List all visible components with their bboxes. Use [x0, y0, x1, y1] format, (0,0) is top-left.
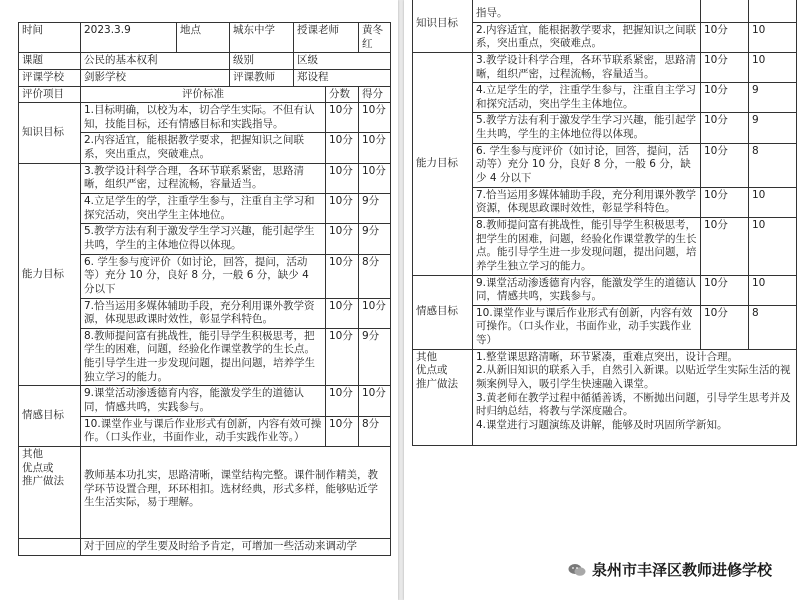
category-knowledge: 知识目标 — [413, 0, 473, 52]
points-cell: 10分 — [326, 298, 359, 328]
score-cell: 10分 — [359, 133, 391, 163]
place-label: 地点 — [177, 23, 230, 53]
teacher-value: 黄冬红 — [359, 23, 391, 53]
other-row — [19, 446, 391, 538]
score-cell: 8 — [749, 305, 797, 349]
points-cell: 10分 — [326, 328, 359, 386]
points-cell: 10分 — [701, 187, 749, 217]
criterion-text: 2.内容适宜，能根据教学要求，把握知识之间联系，突出重点，突破难点。 — [81, 133, 326, 163]
school-value: 剑影学校 — [81, 69, 230, 86]
score-cell: 9分 — [359, 328, 391, 386]
criterion-text: 3.教学设计科学合理，各环节联系紧密，思路清晰，组织严密，过程流畅，容量适当。 — [81, 163, 326, 193]
points-cell: 10分 — [701, 113, 749, 143]
points-cell: 10分 — [326, 133, 359, 163]
bottom-row — [19, 538, 391, 555]
left-evaluation-sheet — [0, 0, 398, 600]
time-label: 时间 — [19, 23, 81, 53]
watermark — [562, 557, 778, 582]
points-cell: 10分 — [701, 275, 749, 305]
top-strip-text — [0, 0, 398, 14]
other-comment: 教师基本功扎实，思路清晰，课堂结构完整。课件制作精美，教学环节设置合理，环环相扣。选材经典，形式多样，能够贴近学生生活实际，易于理解。 — [81, 446, 391, 538]
table-row — [19, 163, 391, 193]
wechat-icon — [568, 563, 586, 577]
right-evaluation-sheet — [404, 0, 800, 600]
criterion-text: 4.立足学生的学，注重学生参与，注重自主学习和探究活动，突出学生主体地位。 — [473, 83, 701, 113]
time-value: 2023.3.9 — [81, 23, 177, 53]
score-cell: 10分 — [359, 298, 391, 328]
points-cell: 10分 — [701, 305, 749, 349]
col-score: 得分 — [359, 86, 391, 103]
table-row — [19, 386, 391, 416]
school-label: 评课学校 — [19, 69, 81, 86]
score-cell: 10分 — [359, 163, 391, 193]
category-emotion: 情感目标 — [19, 386, 81, 447]
points-cell: 10分 — [701, 22, 749, 52]
column-header-row — [19, 86, 391, 103]
criterion-text: 10.课堂作业与课后作业形式有创新，内容有效可操作。（口头作业，书面作业，动手实践作业等） — [473, 305, 701, 349]
points-cell: 10分 — [701, 217, 749, 275]
score-cell — [749, 0, 797, 22]
score-cell: 9 — [749, 113, 797, 143]
points-cell: 10分 — [326, 224, 359, 254]
points-cell — [701, 0, 749, 22]
topic-value: 公民的基本权利 — [81, 53, 230, 70]
header-row-topic — [19, 53, 391, 70]
teacher-label: 授课老师 — [294, 23, 359, 53]
criterion-text: 指导。 — [473, 0, 701, 22]
score-cell: 10 — [749, 22, 797, 52]
bottom-empty-cell — [19, 538, 81, 555]
score-cell: 9 — [749, 83, 797, 113]
table-row — [413, 275, 797, 305]
points-cell: 10分 — [701, 83, 749, 113]
header-row-time — [19, 23, 391, 53]
criterion-text: 6. 学生参与度评价（如讨论，回答，提问，活动等）充分 10 分，良好 8 分，一般 6 分，缺少 4 分以下 — [473, 143, 701, 187]
table-row — [413, 0, 797, 22]
category-other: 其他 优点或 推广做法 — [413, 349, 473, 445]
points-cell: 10分 — [326, 194, 359, 224]
category-knowledge: 知识目标 — [19, 103, 81, 164]
criterion-text: 4.立足学生的学，注重学生参与，注重自主学习和探究活动，突出学生主体地位。 — [81, 194, 326, 224]
col-item: 评价项目 — [19, 86, 81, 103]
criterion-text: 5.教学方法有利于激发学生学习兴趣，能引起学生共鸣，学生的主体地位得以体现。 — [473, 113, 701, 143]
category-ability: 能力目标 — [413, 52, 473, 275]
place-value: 城东中学 — [230, 23, 294, 53]
score-cell: 8分 — [359, 416, 391, 446]
level-value: 区级 — [294, 53, 391, 70]
criterion-text: 5.教学方法有利于激发学生学习兴趣，能引起学生共鸣，学生的主体地位得以体现。 — [81, 224, 326, 254]
score-cell: 8 — [749, 143, 797, 187]
reviewer-value: 郑设程 — [294, 69, 391, 86]
score-cell: 10 — [749, 217, 797, 275]
header-row-school — [19, 69, 391, 86]
criterion-text: 8.教师提问富有挑战性，能引导学生积极思考，把学生的困难，问题，经验化作课堂教学的生长点。能引导学生进一步发现问题，提出问题，培养学生独立学习的能力。 — [81, 328, 326, 386]
criterion-text: 7.恰当运用多媒体辅助手段，充分利用课外教学资源，体现思政课时效性，彰显学科特色。 — [81, 298, 326, 328]
col-points: 分数 — [326, 86, 359, 103]
score-cell: 10 — [749, 187, 797, 217]
other-row — [413, 349, 797, 445]
criterion-text: 3.教学设计科学合理，各环节联系紧密，思路清晰，组织严密，过程流畅，容量适当。 — [473, 52, 701, 82]
score-cell: 10分 — [359, 103, 391, 133]
other-comment: 1.整堂课思路清晰，环节紧凑，重难点突出，设计合理。 2.从新旧知识的联系入手，自然引入新课。以贴近学生实际生活的视频案例导入，吸引学生快速融入课堂。 3.黄老师在教学过程中循循善诱，不断抛出问题，引导学生思考并及时归纳总结，将教与学深度融合。 4.课堂进行习题演练及讲解，能够及时巩固所学新知。 — [473, 349, 797, 445]
points-cell: 10分 — [326, 386, 359, 416]
bottom-comment: 对于回应的学生要及时给予肯定，可增加一些活动来调动学 — [81, 538, 391, 555]
criterion-text: 2.内容适宜，能根据教学要求，把握知识之间联系，突出重点，突破难点。 — [473, 22, 701, 52]
criterion-text: 8.教师提问富有挑战性，能引导学生积极思考，把学生的困难，问题，经验化作课堂教学的生长点。能引导学生进一步发现问题，提出问题，培养学生独立学习的能力。 — [473, 217, 701, 275]
points-cell: 10分 — [701, 143, 749, 187]
criterion-text: 9.课堂活动渗透德育内容，能激发学生的道德认同，情感共鸣，实践参与。 — [473, 275, 701, 305]
score-cell: 10 — [749, 52, 797, 82]
topic-label: 课题 — [19, 53, 81, 70]
criterion-text: 9.课堂活动渗透德育内容，能激发学生的道德认同，情感共鸣，实践参与。 — [81, 386, 326, 416]
right-evaluation-table — [412, 0, 797, 446]
watermark-text: 泉州市丰泽区教师进修学校 — [591, 561, 772, 579]
score-cell: 8分 — [359, 254, 391, 298]
category-other: 其他 优点或 推广做法 — [19, 446, 81, 538]
reviewer-label: 评课教师 — [230, 69, 294, 86]
points-cell: 10分 — [326, 254, 359, 298]
score-cell: 9分 — [359, 224, 391, 254]
points-cell: 10分 — [326, 416, 359, 446]
points-cell: 10分 — [326, 103, 359, 133]
points-cell: 10分 — [326, 163, 359, 193]
table-row — [413, 52, 797, 82]
table-row — [19, 103, 391, 133]
category-emotion: 情感目标 — [413, 275, 473, 349]
criterion-text: 7.恰当运用多媒体辅助手段，充分利用课外教学资源，体现思政课时效性，彰显学科特色。 — [473, 187, 701, 217]
level-label: 级别 — [230, 53, 294, 70]
col-standard: 评价标准 — [81, 86, 326, 103]
score-cell: 9分 — [359, 194, 391, 224]
score-cell: 10分 — [359, 386, 391, 416]
category-ability: 能力目标 — [19, 163, 81, 386]
criterion-text: 10.课堂作业与课后作业形式有创新，内容有效可操作。（口头作业，书面作业，动手实践作业等。） — [81, 416, 326, 446]
left-evaluation-table — [18, 22, 391, 556]
criterion-text: 6. 学生参与度评价（如讨论，回答，提问，活动等）充分 10 分，良好 8 分，一般 6 分，缺少 4 分以下 — [81, 254, 326, 298]
score-cell: 10 — [749, 275, 797, 305]
points-cell: 10分 — [701, 52, 749, 82]
criterion-text: 1.目标明确，以校为本，切合学生实际。不但有认知，技能目标，还有情感目标和实践指导。 — [81, 103, 326, 133]
